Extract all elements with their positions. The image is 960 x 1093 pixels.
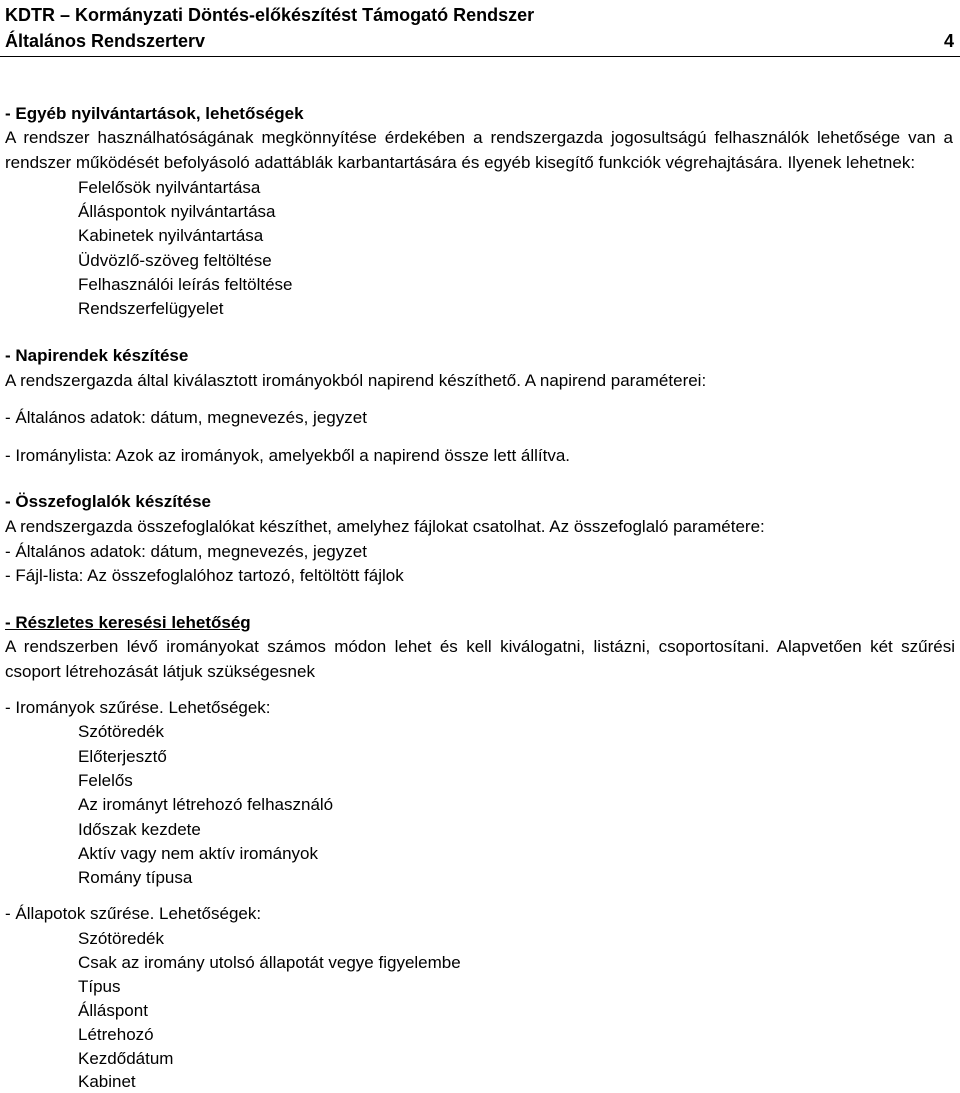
list-item: Álláspont <box>78 1001 148 1020</box>
list-item: Kezdődátum <box>78 1049 174 1068</box>
paragraph-line: - Általános adatok: dátum, megnevezés, jegyzet <box>5 542 367 561</box>
list-item: Kabinet <box>78 1072 136 1091</box>
page-number: 4 <box>943 31 954 51</box>
list-item: Rendszerfelügyelet <box>78 299 224 318</box>
section-heading-kereses: - Részletes keresési lehetőség <box>5 613 251 632</box>
list-item: Típus <box>78 977 121 996</box>
list-item: Időszak kezdete <box>78 820 201 839</box>
list-item: Csak az iromány utolsó állapotát vegye figyelembe <box>78 953 461 972</box>
document-title: KDTR – Kormányzati Döntés-előkészítést Támogató Rendszer <box>5 5 535 25</box>
list-item: Felhasználói leírás feltöltése <box>78 275 293 294</box>
list-item: Romány típusa <box>78 868 193 887</box>
list-item: Az irományt létrehozó felhasználó <box>78 795 334 814</box>
list-item: Felelősök nyilvántartása <box>78 178 261 197</box>
paragraph-line: A rendszergazda által kiválasztott irományokból napirend készíthető. A napirend paraméterei: <box>5 371 707 390</box>
section-heading-egyeb: - Egyéb nyilvántartások, lehetőségek <box>5 104 304 123</box>
list-item: Előterjesztő <box>78 747 167 766</box>
list-item: Üdvözlő-szöveg feltöltése <box>78 251 272 270</box>
paragraph-line: - Általános adatok: dátum, megnevezés, jegyzet <box>5 408 367 427</box>
page-header <box>0 0 960 58</box>
list-item: Szótöredék <box>78 722 164 741</box>
paragraph-line: A rendszer használhatóságának megkönnyítése érdekében a rendszergazda jogosultságú felhasználók lehetősége van a <box>5 128 953 147</box>
list-item: Szótöredék <box>78 929 164 948</box>
paragraph-line: - Fájl-lista: Az összefoglalóhoz tartozó, feltöltött fájlok <box>5 566 404 585</box>
list-item: Aktív vagy nem aktív irományok <box>78 844 318 863</box>
section-heading-napirend: - Napirendek készítése <box>5 346 189 365</box>
paragraph-line: A rendszergazda összefoglalókat készíthet, amelyhez fájlokat csatolhat. Az összefoglaló paramétere: <box>5 517 765 536</box>
paragraph-line: rendszer működését befolyásoló adattáblák karbantartására és egyéb kisegítő funkciók végrehajtására. Ilyenek lehetnek: <box>5 153 916 172</box>
section-heading-osszefoglalo: - Összefoglalók készítése <box>5 492 211 511</box>
paragraph-line: - Irománylista: Azok az irományok, amelyekből a napirend össze lett állítva. <box>5 446 571 465</box>
filter-intro-allapotok: - Állapotok szűrése. Lehetőségek: <box>5 904 262 923</box>
header-rule <box>0 56 960 57</box>
filter-intro-iromanyok: - Irományok szűrése. Lehetőségek: <box>5 698 271 717</box>
list-item: Álláspontok nyilvántartása <box>78 202 276 221</box>
paragraph-line: A rendszerben lévő irományokat számos módon lehet és kell kiválogatni, listázni, csoportosítani. Alapvetően két szűrési <box>5 637 955 656</box>
list-item: Létrehozó <box>78 1025 154 1044</box>
paragraph-line: csoport létrehozását látjuk szükségesnek <box>5 662 315 681</box>
list-item: Kabinetek nyilvántartása <box>78 226 264 245</box>
document-subtitle: Általános Rendszerterv <box>5 31 206 51</box>
list-item: Felelős <box>78 771 133 790</box>
